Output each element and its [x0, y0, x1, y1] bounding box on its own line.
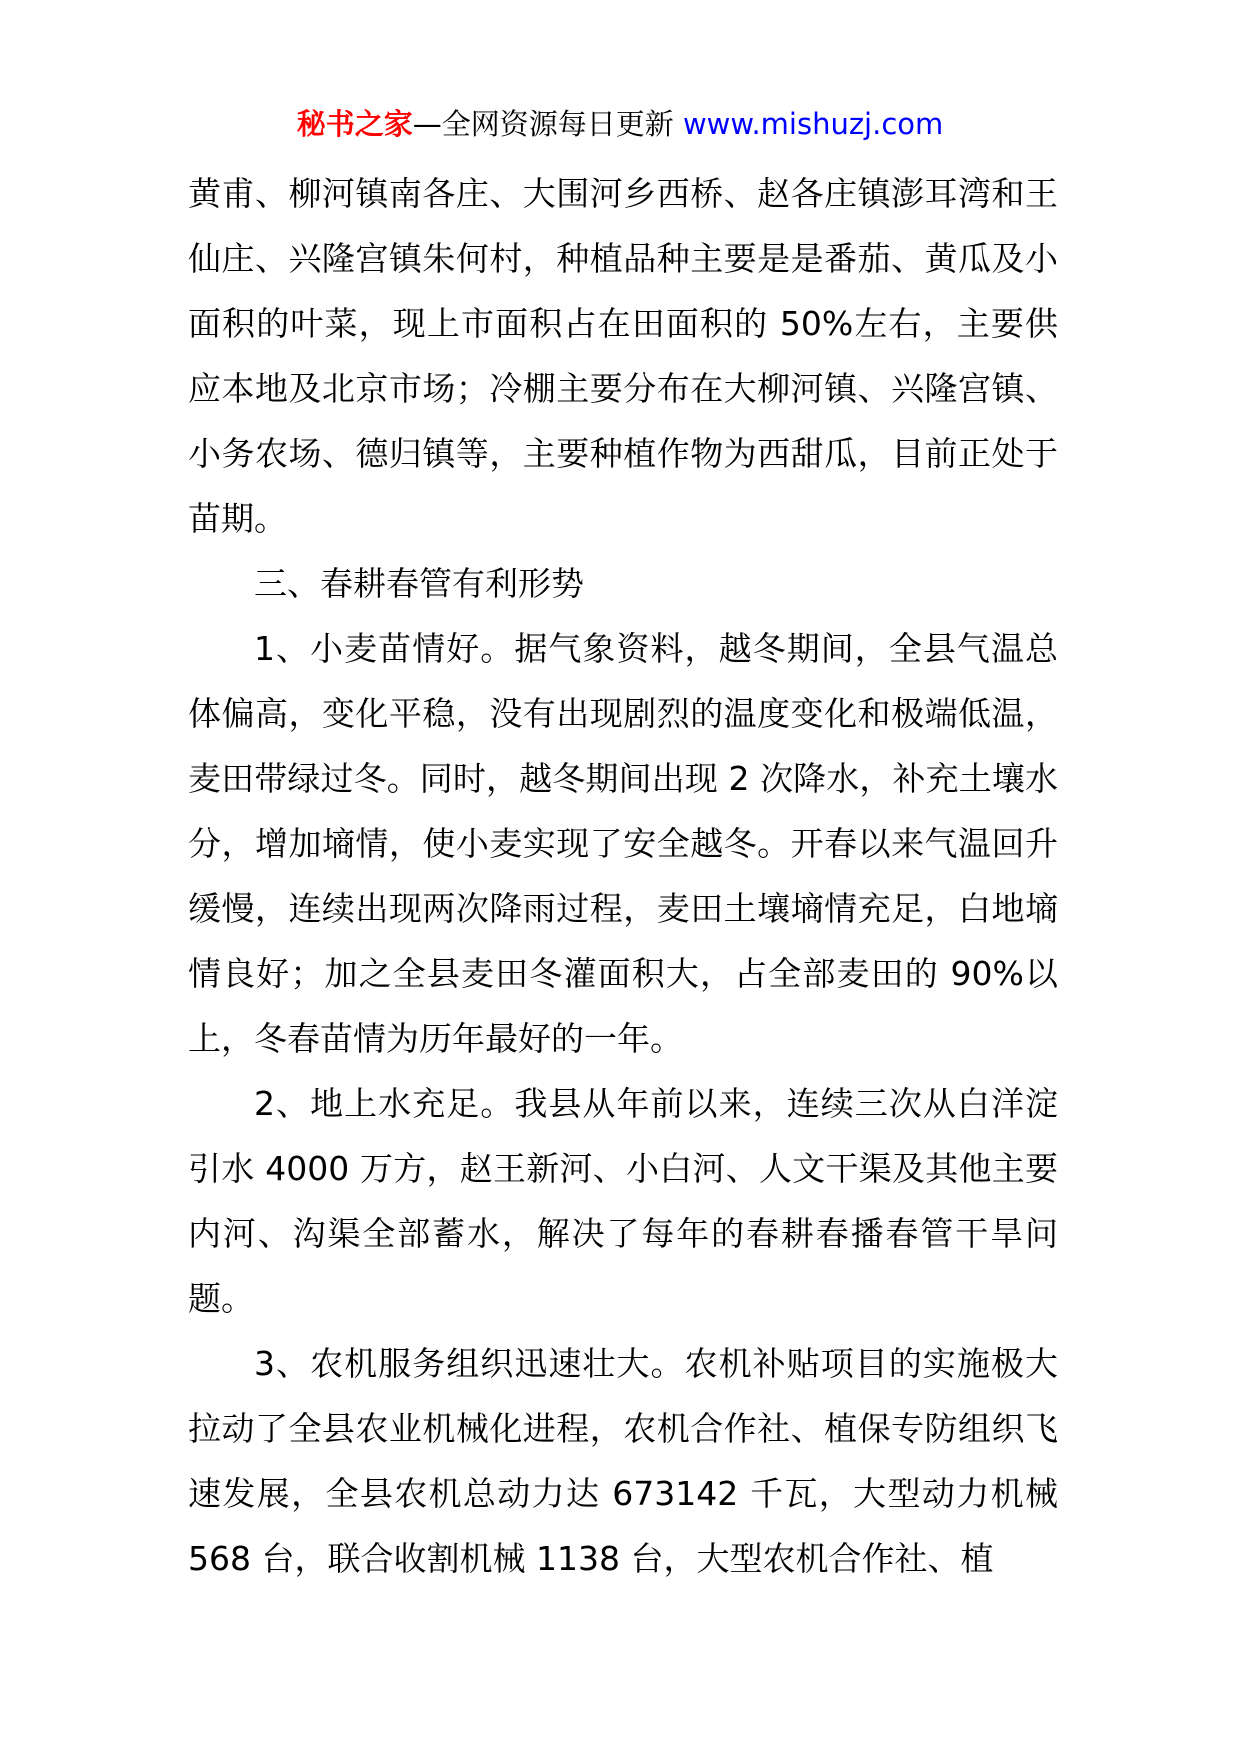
- site-slogan: —全网资源每日更新: [412, 107, 674, 141]
- section-heading: 三、春耕春管有利形势: [254, 564, 584, 603]
- paragraph-continuation: 黄甫、柳河镇南各庄、大围河乡西桥、赵各庄镇澎耳湾和王仙庄、兴隆宫镇朱何村，种植品种主要是是番茄、黄瓜及小面积的叶菜，现上市面积占在田面积的 50%左右，主要供应本地及北京市场；冷棚主要分布在大柳河镇、兴隆宫镇、小务农场、德归镇等，主要种植作物为西甜瓜，目前正处于苗期。: [188, 174, 1058, 538]
- site-url-link[interactable]: www.mishuzj.com: [682, 107, 944, 141]
- page-header: [0, 104, 1240, 144]
- paragraph-wheat-seedlings: 1、小麦苗情好。据气象资料，越冬期间，全县气温总体偏高，变化平稳，没有出现剧烈的温度变化和极端低温，麦田带绿过冬。同时，越冬期间出现 2 次降水，补充土壤水分，增加墒情，使小麦实现了安全越冬。开春以来气温回升缓慢，连续出现两次降雨过程，麦田土壤墒情充足，白地墒情良好；加之全县麦田冬灌面积大，占全部麦田的 90%以上，冬春苗情为历年最好的一年。: [188, 629, 1058, 1058]
- paragraph-agri-machinery: 3、农机服务组织迅速壮大。农机补贴项目的实施极大拉动了全县农业机械化进程，农机合作社、植保专防组织飞速发展，全县农机总动力达 673142 千瓦，大型动力机械 568 台，联合收割机械 1138 台，大型农机合作社、植: [188, 1344, 1058, 1578]
- document-body: [188, 161, 1058, 1591]
- paragraph-surface-water: 2、地上水充足。我县从年前以来，连续三次从白洋淀引水 4000 万方，赵王新河、小白河、人文干渠及其他主要内河、沟渠全部蓄水，解决了每年的春耕春播春管干旱问题。: [188, 1084, 1058, 1318]
- site-brand: 秘书之家: [296, 107, 413, 141]
